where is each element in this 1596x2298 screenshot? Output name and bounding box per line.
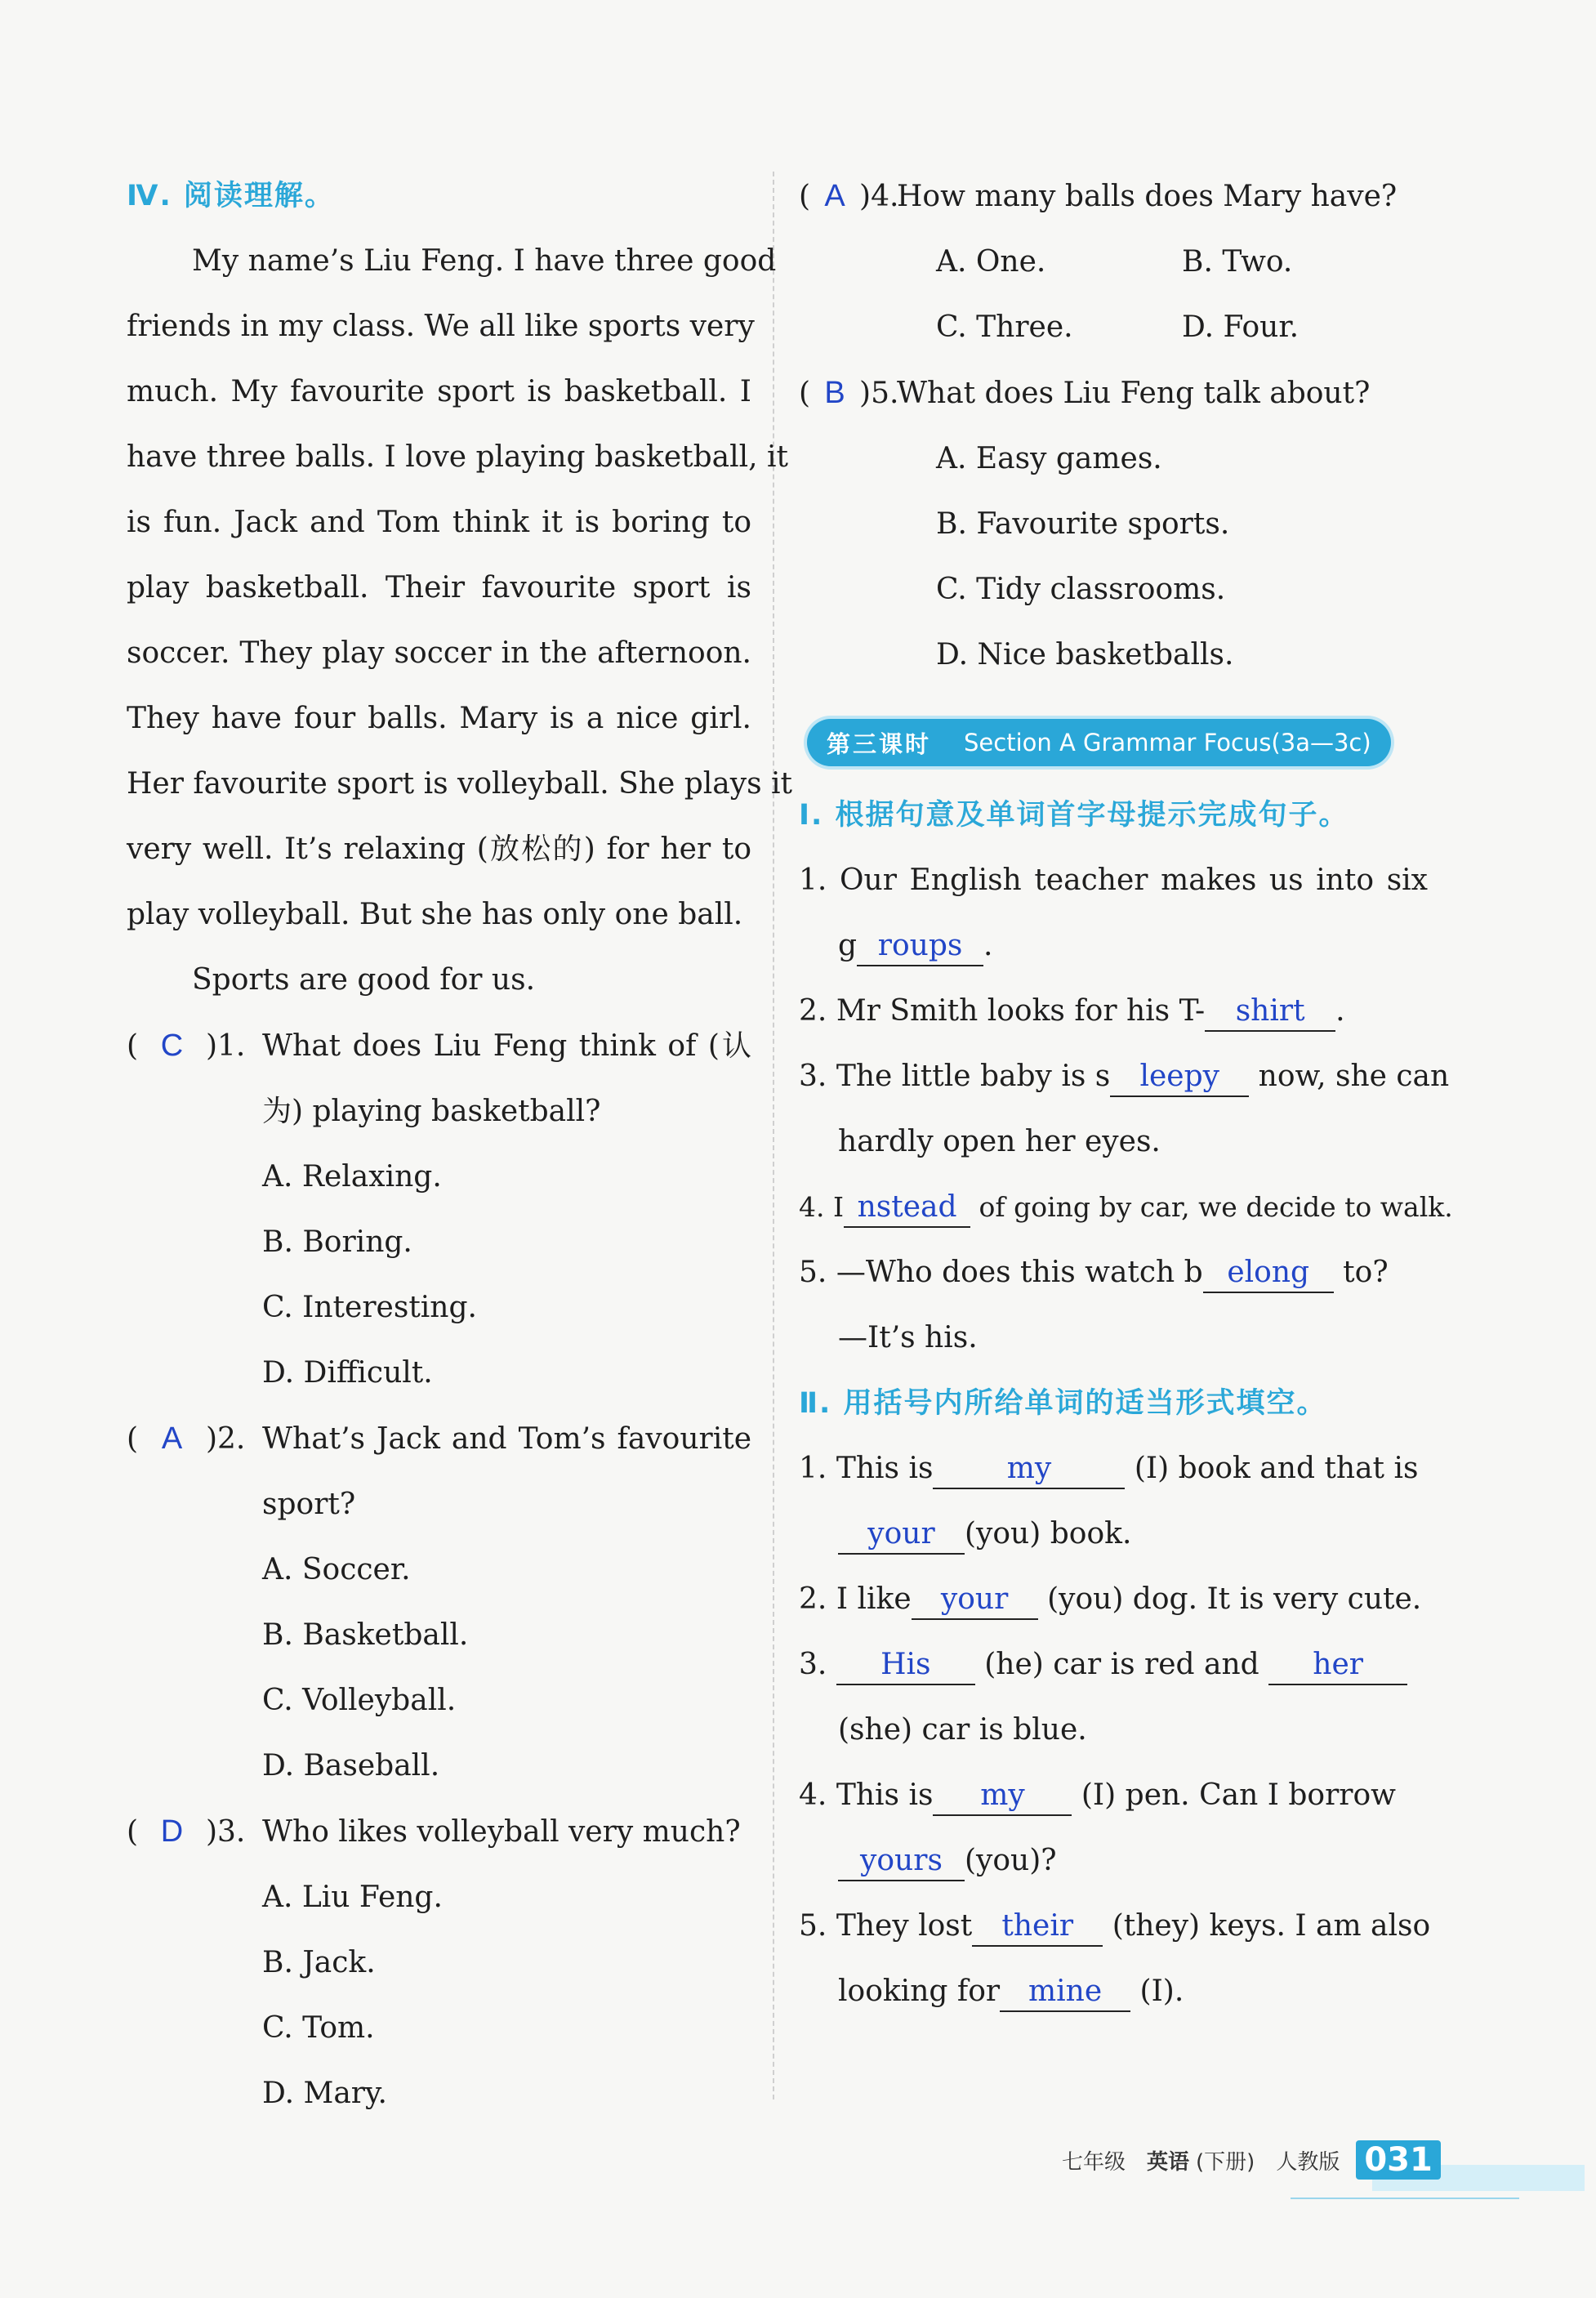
question-stem: How many balls does Mary have? bbox=[897, 180, 1398, 213]
part2-item-4 bbox=[799, 1763, 1428, 1894]
answer-paren: ( A )2. bbox=[127, 1406, 262, 1472]
footer-line bbox=[1291, 2198, 1519, 2199]
option: C. Volleyball. bbox=[262, 1684, 457, 1717]
lesson-banner bbox=[807, 719, 1391, 766]
option: B. Jack. bbox=[262, 1946, 376, 1979]
part2-item-1 bbox=[799, 1436, 1428, 1567]
footer-edition: 人教版 bbox=[1276, 2149, 1340, 2175]
item-line: hardly open her eyes. bbox=[838, 1125, 1161, 1158]
fill-blank[interactable]: His bbox=[836, 1646, 975, 1685]
answer-mark: B bbox=[824, 376, 845, 410]
reading-passage bbox=[127, 229, 792, 1013]
part1-item-4: 4. I nstead of going by car, we decide to walk. bbox=[799, 1175, 1428, 1240]
answer-mark: C bbox=[160, 1029, 184, 1063]
question-2 bbox=[127, 1406, 751, 1799]
option: B. Two. bbox=[1182, 245, 1293, 279]
answer-mark: A bbox=[161, 1421, 183, 1456]
answer-paren: ( D )3. bbox=[127, 1799, 262, 1865]
answer-paren: ( A )4. bbox=[799, 163, 897, 230]
part2-item-2: 2. I like your (you) dog. It is very cute. bbox=[799, 1567, 1428, 1632]
option: A. Liu Feng. bbox=[262, 1881, 443, 1914]
item-line: (she) car is blue. bbox=[838, 1713, 1087, 1747]
option: B. Favourite sports. bbox=[936, 507, 1230, 541]
fill-blank[interactable]: mine bbox=[1000, 1973, 1130, 2012]
question-4 bbox=[799, 163, 1428, 360]
option: C. Tidy classrooms. bbox=[936, 573, 1226, 606]
option: B. Boring. bbox=[262, 1225, 412, 1259]
passage-line: friends in my class. We all like sports very bbox=[127, 310, 755, 343]
option: D. Baseball. bbox=[262, 1749, 440, 1783]
passage-line: play volleyball. But she has only one ball. bbox=[127, 898, 743, 931]
question-stem: Who likes volleyball very much? bbox=[262, 1815, 741, 1849]
passage-line: They have four balls. Mary is a nice girl. bbox=[127, 702, 751, 735]
reading-heading: Ⅳ. 阅读理解。 bbox=[127, 180, 335, 212]
part1-item-2: 2. Mr Smith looks for his T- shirt . bbox=[799, 979, 1428, 1044]
question-5 bbox=[799, 360, 1428, 688]
left-column bbox=[127, 163, 792, 2126]
item-line: —It’s his. bbox=[838, 1321, 978, 1354]
fill-blank[interactable]: shirt bbox=[1205, 993, 1335, 1032]
question-stem: What’s Jack and Tom’s favourite bbox=[262, 1422, 751, 1456]
item-line: g roups . bbox=[799, 913, 1428, 979]
lesson-banner-cn: 第三课时 bbox=[827, 730, 932, 758]
option: C. Interesting. bbox=[262, 1291, 477, 1324]
right-column bbox=[799, 163, 1453, 2024]
footer-grade: 七年级 bbox=[1062, 2149, 1126, 2175]
answer-paren: ( C )1. bbox=[127, 1013, 262, 1079]
option: A. Easy games. bbox=[936, 442, 1162, 475]
question-3 bbox=[127, 1799, 751, 2126]
item-line: 4. This is my (I) pen. Can I borrow bbox=[799, 1763, 1428, 1828]
option: D. Mary. bbox=[262, 2077, 387, 2110]
page-footer bbox=[1062, 2140, 1441, 2180]
fill-blank[interactable]: yours bbox=[838, 1842, 965, 1881]
question-stem-cont: sport? bbox=[262, 1488, 356, 1521]
question-1 bbox=[127, 1013, 751, 1406]
passage-line: very well. It’s relaxing (放松的) for her to bbox=[127, 832, 751, 866]
option: C. Three. bbox=[936, 310, 1073, 344]
passage-closing: Sports are good for us. bbox=[192, 963, 536, 997]
footer-subject: 英语 bbox=[1147, 2149, 1190, 2175]
fill-blank[interactable]: her bbox=[1268, 1646, 1407, 1685]
item-line: 5. They lost their (they) keys. I am also bbox=[799, 1894, 1428, 1959]
footer-volume: (下册) bbox=[1196, 2149, 1255, 2175]
option-row bbox=[799, 230, 1428, 295]
part1-heading: Ⅰ. 根据句意及单词首字母提示完成句子。 bbox=[799, 799, 1349, 832]
option: D. Nice basketballs. bbox=[936, 638, 1234, 672]
fill-blank[interactable]: my bbox=[933, 1777, 1072, 1816]
item-line: yours (you)? bbox=[799, 1828, 1428, 1894]
item-line: 3. His (he) car is red and her bbox=[799, 1632, 1428, 1698]
option: B. Basketball. bbox=[262, 1618, 469, 1652]
option: D. Four. bbox=[1182, 310, 1300, 344]
passage-line: soccer. They play soccer in the afternoon. bbox=[127, 636, 751, 670]
option: D. Difficult. bbox=[262, 1356, 433, 1390]
fill-blank[interactable]: leepy bbox=[1110, 1058, 1249, 1097]
item-line: your (you) book. bbox=[799, 1502, 1428, 1567]
page-number: 031 bbox=[1356, 2140, 1441, 2180]
part2-heading: Ⅱ. 用括号内所给单词的适当形式填空。 bbox=[799, 1387, 1327, 1420]
item-line: 1. This is my (I) book and that is bbox=[799, 1436, 1428, 1502]
question-stem: What does Liu Feng think of (认 bbox=[262, 1029, 751, 1063]
option: A. Relaxing. bbox=[262, 1160, 442, 1194]
answer-mark: D bbox=[160, 1814, 184, 1849]
answer-paren: ( B )5. bbox=[799, 360, 897, 426]
option: A. Soccer. bbox=[262, 1553, 411, 1586]
part1-item-5 bbox=[799, 1240, 1428, 1371]
option-row bbox=[799, 295, 1428, 360]
fill-blank[interactable]: their bbox=[972, 1908, 1103, 1947]
item-line: 3. The little baby is s leepy now, she can bbox=[799, 1044, 1428, 1109]
question-stem-cont: 为) playing basketball? bbox=[262, 1095, 601, 1128]
passage-line: play basketball. Their favourite sport is bbox=[127, 571, 751, 605]
item-line: 5. —Who does this watch b elong to? bbox=[799, 1240, 1428, 1305]
passage-line: My name’s Liu Feng. I have three good bbox=[192, 244, 777, 278]
part1-item-1 bbox=[799, 848, 1428, 979]
part2-item-5 bbox=[799, 1894, 1431, 2024]
fill-blank[interactable]: nstead bbox=[844, 1189, 970, 1228]
answer-mark: A bbox=[824, 179, 845, 213]
option: A. One. bbox=[936, 245, 1046, 279]
part1-item-3 bbox=[799, 1044, 1450, 1175]
lesson-banner-en: Section A Grammar Focus(3a—3c) bbox=[964, 729, 1371, 756]
passage-line: much. My favourite sport is basketball. I bbox=[127, 375, 751, 408]
fill-blank[interactable]: elong bbox=[1203, 1254, 1334, 1293]
fill-blank[interactable]: your bbox=[912, 1581, 1038, 1620]
item-line: 1. Our English teacher makes us into six bbox=[799, 863, 1428, 897]
fill-blank[interactable]: your bbox=[838, 1515, 965, 1555]
item-line: looking for mine (I). bbox=[799, 1959, 1428, 2024]
passage-line: Her favourite sport is volleyball. She plays it bbox=[127, 767, 792, 801]
option: C. Tom. bbox=[262, 2011, 375, 2045]
part2-item-3 bbox=[799, 1632, 1428, 1763]
fill-blank[interactable]: roups bbox=[857, 927, 983, 966]
passage-line: have three balls. I love playing basketball, it bbox=[127, 440, 788, 474]
passage-line: is fun. Jack and Tom think it is boring to bbox=[127, 506, 751, 539]
fill-blank[interactable]: my bbox=[933, 1450, 1125, 1489]
question-stem: What does Liu Feng talk about? bbox=[897, 377, 1371, 410]
